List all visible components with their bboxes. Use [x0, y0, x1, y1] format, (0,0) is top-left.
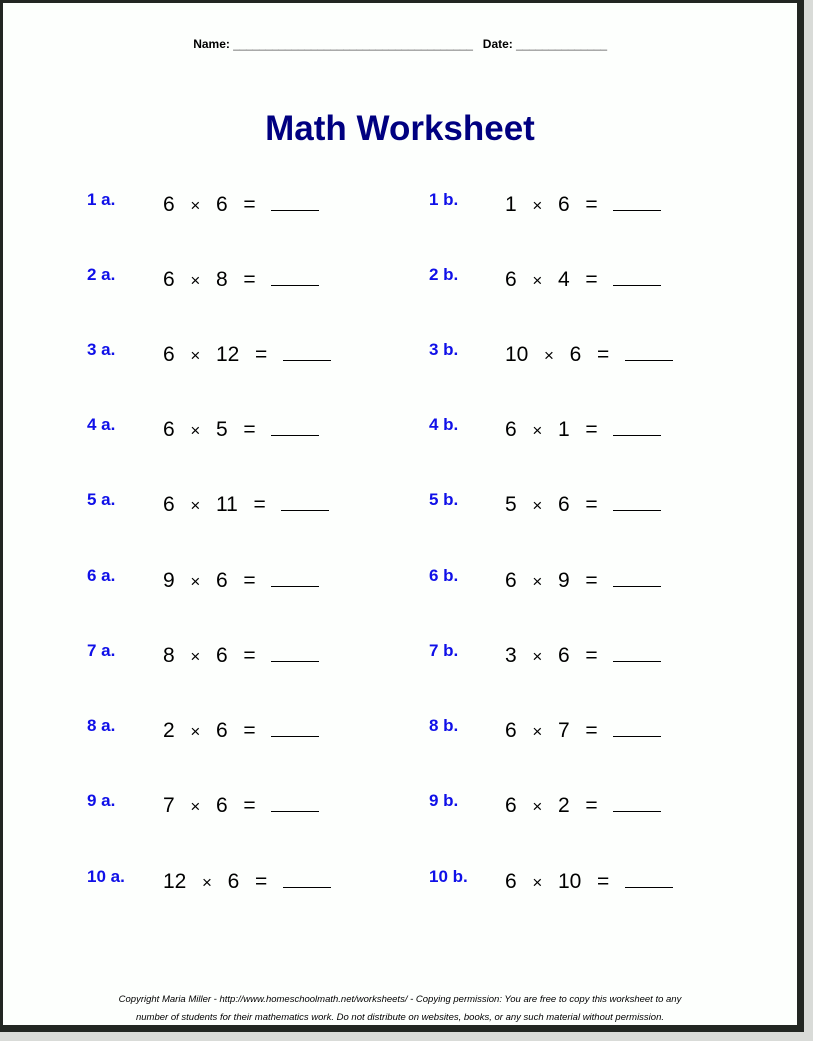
problem-label: 4 b.: [429, 415, 459, 434]
answer-blank[interactable]: [613, 492, 661, 511]
page-title: Math Worksheet: [265, 109, 535, 148]
problem-label: 5 b.: [429, 490, 459, 509]
problem-label: 6 b.: [429, 566, 459, 585]
answer-blank[interactable]: [271, 718, 319, 737]
problem-expression: [163, 643, 319, 668]
equals-sign: =: [243, 794, 256, 817]
right-operand: 4: [557, 268, 570, 291]
problem-expression: [163, 568, 319, 593]
answer-blank[interactable]: [271, 643, 319, 662]
left-operand: 6: [505, 719, 517, 742]
multiply-sign: ×: [544, 346, 554, 365]
right-operand: 12: [215, 343, 240, 366]
right-operand: 1: [557, 418, 570, 441]
right-operand: 2: [557, 794, 570, 817]
problem-label: 6 a.: [87, 566, 116, 585]
equals-sign: =: [585, 268, 598, 291]
answer-blank[interactable]: [271, 267, 319, 286]
problem-expression: [163, 718, 319, 743]
equals-sign: =: [243, 268, 256, 291]
multiply-sign: ×: [190, 647, 201, 666]
copyright-footer: [3, 991, 797, 1027]
answer-blank[interactable]: [283, 342, 331, 361]
multiply-sign: ×: [202, 873, 212, 892]
equals-sign: =: [243, 418, 256, 441]
problem-expression: [505, 643, 661, 668]
multiply-sign: ×: [532, 196, 543, 215]
equals-sign: =: [253, 493, 266, 516]
right-operand: 6: [557, 644, 570, 667]
problem-expression: [505, 869, 673, 894]
multiply-sign: ×: [532, 271, 543, 290]
answer-blank[interactable]: [613, 718, 661, 737]
multiply-sign: ×: [190, 196, 201, 215]
equals-sign: =: [585, 719, 598, 742]
problem-expression: [163, 417, 319, 442]
problem-label: 1 b.: [429, 190, 459, 209]
answer-blank[interactable]: [625, 869, 673, 888]
equals-sign: =: [585, 493, 598, 516]
problem-label: 10 a.: [87, 867, 125, 886]
left-operand: 6: [163, 193, 175, 216]
right-operand: 6: [215, 719, 228, 742]
answer-blank[interactable]: [271, 192, 319, 211]
multiply-sign: ×: [190, 346, 201, 365]
multiply-sign: ×: [532, 722, 543, 741]
equals-sign: =: [597, 870, 610, 893]
problem-label: 8 a.: [87, 716, 116, 735]
multiply-sign: ×: [190, 572, 201, 591]
problem-expression: [505, 718, 661, 743]
problem-label: 7 b.: [429, 641, 459, 660]
problem-expression: [163, 793, 319, 818]
answer-blank[interactable]: [613, 192, 661, 211]
multiply-sign: ×: [532, 873, 543, 892]
equals-sign: =: [255, 343, 268, 366]
answer-blank[interactable]: [625, 342, 673, 361]
multiply-sign: ×: [532, 421, 543, 440]
right-operand: 6: [557, 193, 570, 216]
right-operand: 7: [557, 719, 570, 742]
left-operand: 10: [505, 343, 529, 366]
answer-blank[interactable]: [271, 568, 319, 587]
multiply-sign: ×: [190, 722, 201, 741]
left-operand: 6: [505, 794, 517, 817]
multiply-sign: ×: [190, 271, 201, 290]
problem-expression: [163, 342, 331, 367]
left-operand: 2: [163, 719, 175, 742]
left-operand: 1: [505, 193, 517, 216]
problem-expression: [505, 568, 661, 593]
problem-label: 2 a.: [87, 265, 116, 284]
right-operand: 10: [557, 870, 582, 893]
problem-label: 9 b.: [429, 791, 459, 810]
problem-label: 3 a.: [87, 340, 116, 359]
problem-label: 3 b.: [429, 340, 459, 359]
equals-sign: =: [243, 719, 256, 742]
left-operand: 9: [163, 569, 175, 592]
left-operand: 5: [505, 493, 517, 516]
answer-blank[interactable]: [271, 793, 319, 812]
problem-expression: [505, 417, 661, 442]
left-operand: 6: [163, 418, 175, 441]
problem-expression: [505, 492, 661, 517]
equals-sign: =: [585, 569, 598, 592]
left-operand: 7: [163, 794, 175, 817]
equals-sign: =: [585, 418, 598, 441]
answer-blank[interactable]: [613, 568, 661, 587]
right-operand: 8: [215, 268, 228, 291]
right-operand: 6: [215, 644, 228, 667]
right-operand: 9: [557, 569, 570, 592]
right-operand: 5: [215, 418, 228, 441]
left-operand: 6: [163, 343, 175, 366]
footer-line-2: number of students for their mathematics work. Do not distribute on websites, books, or any such material without permission.: [135, 1012, 664, 1023]
footer-line-1: Copyright Maria Miller - http://www.homeschoolmath.net/worksheets/ - Copying permission: You are free to copy this worksheet to any: [118, 994, 682, 1005]
problem-expression: [163, 492, 329, 517]
equals-sign: =: [585, 193, 598, 216]
left-operand: 3: [505, 644, 517, 667]
problem-label: 4 a.: [87, 415, 116, 434]
left-operand: 6: [505, 268, 517, 291]
date-label: Date:: [482, 37, 513, 51]
date-field-blank: ______________: [516, 37, 607, 51]
answer-blank[interactable]: [613, 643, 661, 662]
left-operand: 6: [505, 569, 517, 592]
problem-label: 7 a.: [87, 641, 116, 660]
multiply-sign: ×: [190, 421, 201, 440]
multiply-sign: ×: [532, 797, 543, 816]
problem-label: 10 b.: [429, 867, 468, 886]
right-operand: 11: [215, 493, 238, 516]
problem-label: 2 b.: [429, 265, 459, 284]
equals-sign: =: [243, 569, 256, 592]
equals-sign: =: [597, 343, 610, 366]
equals-sign: =: [585, 794, 598, 817]
left-operand: 6: [163, 268, 175, 291]
answer-blank[interactable]: [613, 267, 661, 286]
left-operand: 8: [163, 644, 175, 667]
equals-sign: =: [585, 644, 598, 667]
right-operand: 6: [215, 794, 228, 817]
name-field-blank: _____________________________________: [233, 37, 473, 51]
problem-expression: [163, 267, 319, 292]
equals-sign: =: [255, 870, 268, 893]
problem-label: 9 a.: [87, 791, 116, 810]
name-label: Name:: [193, 37, 230, 51]
left-operand: 6: [163, 493, 175, 516]
problem-expression: [505, 192, 661, 217]
answer-blank[interactable]: [271, 417, 319, 436]
problem-expression: [505, 267, 661, 292]
answer-blank[interactable]: [613, 417, 661, 436]
right-operand: 6: [557, 493, 570, 516]
answer-blank[interactable]: [283, 869, 331, 888]
multiply-sign: ×: [532, 647, 543, 666]
name-date-header: [3, 37, 797, 51]
problem-expression: [505, 793, 661, 818]
problem-label: 1 a.: [87, 190, 116, 209]
problem-expression: [505, 342, 673, 367]
multiply-sign: ×: [190, 797, 201, 816]
answer-blank[interactable]: [281, 492, 329, 511]
right-operand: 6: [215, 569, 228, 592]
equals-sign: =: [243, 644, 256, 667]
right-operand: 6: [215, 193, 228, 216]
multiply-sign: ×: [190, 496, 201, 515]
multiply-sign: ×: [532, 572, 543, 591]
left-operand: 12: [163, 870, 187, 893]
problem-label: 5 a.: [87, 490, 116, 509]
equals-sign: =: [243, 193, 256, 216]
right-operand: 6: [227, 870, 240, 893]
problem-expression: [163, 192, 319, 217]
problem-label: 8 b.: [429, 716, 459, 735]
left-operand: 6: [505, 870, 517, 893]
left-operand: 6: [505, 418, 517, 441]
problem-expression: [163, 869, 331, 894]
right-operand: 6: [569, 343, 582, 366]
multiply-sign: ×: [532, 496, 543, 515]
answer-blank[interactable]: [613, 793, 661, 812]
